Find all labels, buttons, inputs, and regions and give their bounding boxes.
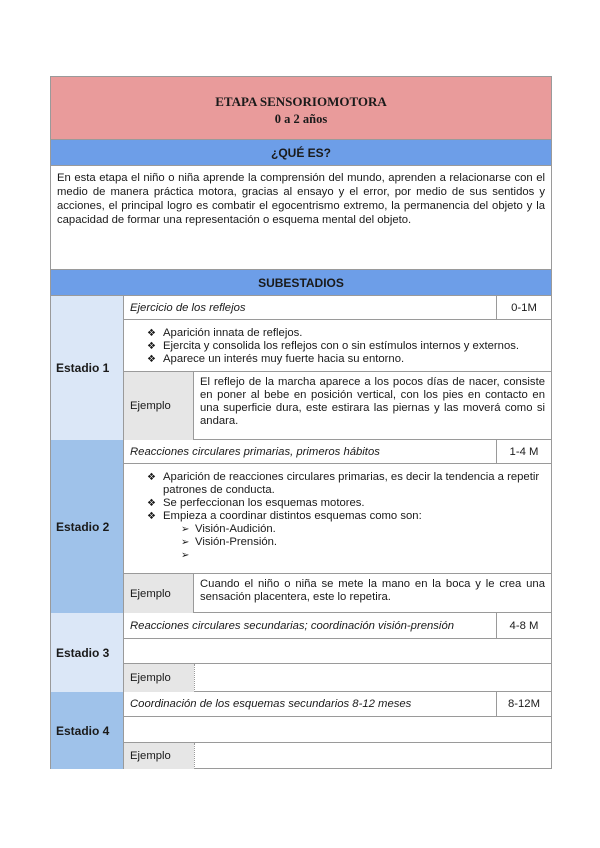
stage-name: Coordinación de los esquemas secundarios 8-12 meses bbox=[124, 692, 497, 716]
stage-name: Ejercicio de los reflejos bbox=[124, 296, 497, 319]
example-text: Cuando el niño o niña se mete la mano en la boca y le crea una sensación placentera, este lo repetira. bbox=[200, 578, 545, 603]
stage-name: Reacciones circulares primarias, primeros hábitos bbox=[124, 440, 497, 463]
diamond-bullet-icon: ❖ bbox=[147, 341, 156, 352]
example-text bbox=[194, 664, 551, 692]
stage-age: 4-8 M bbox=[509, 619, 539, 632]
example-text: El reflejo de la marcha aparece a los pocos días de nacer, consiste en poner al bebe en posición vertical, con los pies en contacto en una superficie dura, este estirara las piernas y las moverá como si andara. bbox=[200, 376, 545, 427]
title-block bbox=[50, 76, 552, 140]
stage-name: Reacciones circulares secundarias; coordinación visión-prensión bbox=[124, 613, 497, 638]
stage-bullets-empty bbox=[124, 639, 551, 664]
what-is-heading: ¿QUÉ ES? bbox=[50, 140, 552, 166]
list-item: ❖ Empieza a coordinar distintos esquemas como son: bbox=[147, 510, 422, 522]
stage-3 bbox=[50, 613, 552, 692]
sub-list-item: ➢ Visión-Prensión. bbox=[181, 536, 278, 548]
stage-label: Estadio 3 bbox=[51, 613, 124, 692]
arrow-bullet-icon: ➢ bbox=[181, 537, 190, 548]
diamond-bullet-icon: ❖ bbox=[147, 498, 156, 509]
stage-example bbox=[124, 664, 551, 692]
list-item: ❖ Se perfeccionan los esquemas motores. bbox=[147, 497, 365, 509]
substages-heading: SUBESTADIOS bbox=[50, 270, 552, 296]
stage-2 bbox=[50, 440, 552, 613]
list-item: ❖ Aparición de reacciones circulares primarias, es decir la tendencia a repetir patrones de conducta. bbox=[147, 471, 540, 496]
stage-label: Estadio 2 bbox=[51, 440, 124, 613]
example-label: Ejemplo bbox=[124, 372, 194, 440]
stage-age: 8-12M bbox=[507, 698, 541, 710]
stage-4 bbox=[50, 692, 552, 769]
stage-header bbox=[124, 440, 551, 464]
stage-example bbox=[124, 372, 551, 440]
list-item: ❖ Aparición innata de reflejos. bbox=[147, 327, 303, 339]
stage-header bbox=[124, 692, 551, 717]
stage-bullets bbox=[124, 320, 551, 372]
page-title: ETAPA SENSORIOMOTORA bbox=[215, 94, 387, 109]
example-label: Ejemplo bbox=[124, 664, 194, 692]
diamond-bullet-icon: ❖ bbox=[147, 328, 156, 339]
stage-bullets-empty bbox=[124, 717, 551, 743]
diamond-bullet-icon: ❖ bbox=[147, 354, 156, 365]
stage-header bbox=[124, 613, 551, 639]
diamond-bullet-icon: ❖ bbox=[147, 472, 156, 483]
arrow-bullet-icon: ➢ bbox=[181, 550, 190, 561]
example-label: Ejemplo bbox=[124, 574, 194, 613]
age-range: 0 a 2 años bbox=[274, 112, 328, 126]
stage-label: Estadio 1 bbox=[51, 296, 124, 440]
sub-list-item: ➢ Visión-Audición. bbox=[181, 523, 276, 535]
stage-example bbox=[124, 743, 551, 769]
sub-list-item bbox=[181, 549, 541, 562]
stage-example bbox=[124, 574, 551, 613]
example-label: Ejemplo bbox=[124, 743, 194, 769]
stage-age: 0-1M bbox=[511, 301, 537, 314]
list-item: ❖ Aparece un interés muy fuerte hacia su entorno. bbox=[147, 353, 405, 365]
stage-label: Estadio 4 bbox=[51, 692, 124, 769]
stage-1 bbox=[50, 296, 552, 440]
stage-bullets bbox=[124, 464, 551, 574]
arrow-bullet-icon: ➢ bbox=[181, 524, 190, 535]
sensoriomotor-table bbox=[50, 76, 552, 769]
example-text bbox=[194, 743, 551, 769]
stage-age: 1-4 M bbox=[509, 445, 539, 458]
what-is-text: En esta etapa el niño o niña aprende la comprensión del mundo, aprenden a relacionarse con el medio de manera práctica motora, gracias al ensayo y el error, por medio de sus sentidos y acciones, el principal logro es combatir el egocentrismo extremo, la permanencia del objeto y la capacidad de formar una representación o esquema mental del objeto. bbox=[50, 166, 552, 270]
list-item: ❖ Ejercita y consolida los reflejos con o sin estímulos internos y externos. bbox=[147, 340, 520, 352]
diamond-bullet-icon: ❖ bbox=[147, 511, 156, 522]
stage-header bbox=[124, 296, 551, 320]
